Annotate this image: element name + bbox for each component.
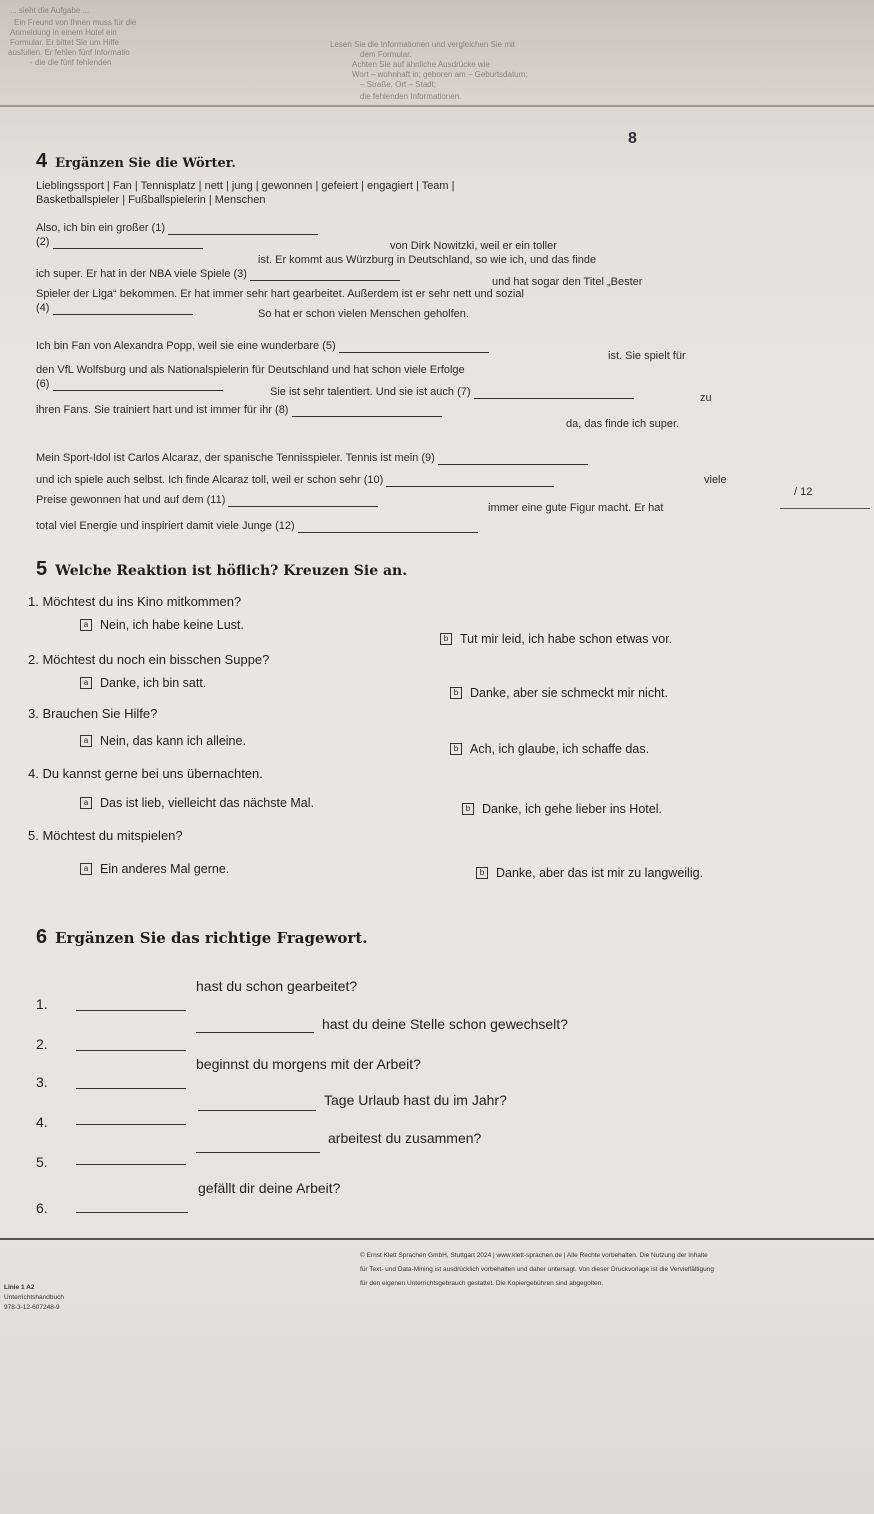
exercise-5-heading xyxy=(36,558,407,581)
ex4-line: den VfL Wolfsburg und als Nationalspielerin für Deutschland und hat schon viele Erfolge xyxy=(36,364,465,376)
gap-10[interactable] xyxy=(386,475,554,487)
question-4: 4. Du kannst gerne bei uns übernachten. xyxy=(28,766,263,781)
gap-8[interactable] xyxy=(292,405,442,417)
item-text: beginnst du morgens mit der Arbeit? xyxy=(196,1056,421,1072)
exercise-6-number: 6 xyxy=(36,926,48,948)
ex4-line: (6) xyxy=(36,378,223,391)
item-number: 1. xyxy=(36,996,48,1012)
ex4-line: Sie ist sehr talentiert. Und sie ist auch (7) xyxy=(270,386,634,399)
question-5: 5. Möchtest du mitspielen? xyxy=(28,828,183,843)
gap-7[interactable] xyxy=(474,387,634,399)
checkbox-a[interactable]: a xyxy=(80,863,92,875)
option-3a[interactable]: a Nein, das kann ich alleine. xyxy=(80,734,246,748)
gap-9[interactable] xyxy=(438,453,588,465)
footer-book-type: Unterrichtshandbuch xyxy=(4,1294,64,1301)
top-right-line-2: dem Formular. xyxy=(360,50,412,59)
gap-1[interactable] xyxy=(168,223,318,235)
question-2: 2. Möchtest du noch ein bisschen Suppe? xyxy=(28,652,270,667)
checkbox-a[interactable]: a xyxy=(80,735,92,747)
option-2b[interactable]: b Danke, aber sie schmeckt mir nicht. xyxy=(450,686,668,700)
footer-book-title: Linie 1 A2 xyxy=(4,1284,35,1291)
ex4-line: Ich bin Fan von Alexandra Popp, weil sie eine wunderbare (5) xyxy=(36,340,489,353)
top-left-line-5: ausfüllen. Er fehlen fünf Informatio xyxy=(8,48,130,57)
item-number: 6. xyxy=(36,1200,48,1216)
option-4b[interactable]: b Danke, ich gehe lieber ins Hotel. xyxy=(462,802,662,816)
ex4-line: ich super. Er hat in der NBA viele Spiele (3) xyxy=(36,268,400,281)
answer-blank-6[interactable] xyxy=(76,1212,188,1213)
exercise-6-title: Ergänzen Sie das richtige Fragewort. xyxy=(55,929,368,947)
item-text: hast du schon gearbeitet? xyxy=(196,978,358,994)
checkbox-b[interactable]: b xyxy=(440,633,452,645)
top-left-line-4: Formular. Er bittet Sie um Hilfe xyxy=(10,38,119,47)
ex4-line: zu xyxy=(700,392,712,404)
checkbox-a[interactable]: a xyxy=(80,797,92,809)
ex4-line: und hat sogar den Titel „Bester xyxy=(492,276,643,288)
ex4-line: Mein Sport-Idol ist Carlos Alcaraz, der spanische Tennisspieler. Tennis ist mein (9) xyxy=(36,452,588,465)
answer-blank-2[interactable] xyxy=(76,1050,186,1051)
item-number: 5. xyxy=(36,1154,48,1170)
gap-2[interactable] xyxy=(53,237,203,249)
footer-divider xyxy=(0,1238,874,1240)
ex4-line: total viel Energie und inspiriert damit viele Junge (12) xyxy=(36,520,478,533)
answer-blank-4[interactable] xyxy=(76,1124,186,1125)
option-1a[interactable]: a Nein, ich habe keine Lust. xyxy=(80,618,244,632)
ex4-line: immer eine gute Figur macht. Er hat xyxy=(488,502,664,514)
gap-6[interactable] xyxy=(53,379,223,391)
top-right-line-4: Wort – wohnhaft in; geboren am – Geburtsdatum; xyxy=(352,70,528,79)
item-number: 4. xyxy=(36,1114,48,1130)
ex4-line: und ich spiele auch selbst. Ich finde Alcaraz toll, weil er schon sehr (10) xyxy=(36,474,554,487)
score-underline xyxy=(780,508,870,509)
wordbank-line-2: Basketballspieler | Fußballspielerin | Menschen xyxy=(36,194,266,206)
question-3: 3. Brauchen Sie Hilfe? xyxy=(28,706,158,721)
ex4-line: (4) xyxy=(36,302,193,315)
item-text: arbeitest du zusammen? xyxy=(328,1130,482,1146)
gap-11[interactable] xyxy=(228,495,378,507)
option-5a[interactable]: a Ein anderes Mal gerne. xyxy=(80,862,229,876)
ex4-line: ihren Fans. Sie trainiert hart und ist immer für ihr (8) xyxy=(36,404,442,417)
exercise-4-score: / 12 xyxy=(794,486,813,498)
item-number: 3. xyxy=(36,1074,48,1090)
gap-4[interactable] xyxy=(53,303,193,315)
ex4-line: ist. Sie spielt für xyxy=(608,350,686,362)
exercise-4-number: 4 xyxy=(36,150,48,172)
answer-blank-1[interactable] xyxy=(76,1010,186,1011)
answer-blank-2b[interactable] xyxy=(196,1032,314,1033)
checkbox-b[interactable]: b xyxy=(462,803,474,815)
exercise-6-heading xyxy=(36,926,367,949)
option-1b[interactable]: b Tut mir leid, ich habe schon etwas vor. xyxy=(440,632,672,646)
exercise-4-title: Ergänzen Sie die Wörter. xyxy=(55,156,236,171)
checkbox-b[interactable]: b xyxy=(476,867,488,879)
checkbox-b[interactable]: b xyxy=(450,743,462,755)
top-left-line-6: - die die fünf fehlenden xyxy=(30,58,112,67)
top-right-line-6: die fehlenden Informationen. xyxy=(360,92,462,101)
checkbox-a[interactable]: a xyxy=(80,619,92,631)
ex4-line: von Dirk Nowitzki, weil er ein toller xyxy=(390,240,557,252)
previous-page-fragment xyxy=(0,0,874,107)
page-number: 8 xyxy=(628,130,637,147)
option-4a[interactable]: a Das ist lieb, vielleicht das nächste Mal. xyxy=(80,796,314,810)
ex4-line: ist. Er kommt aus Würzburg in Deutschland, so wie ich, und das finde xyxy=(258,254,597,266)
item-text: Tage Urlaub hast du im Jahr? xyxy=(324,1092,507,1108)
ex4-line: (2) xyxy=(36,236,203,249)
ex4-line: viele xyxy=(704,474,727,486)
ex4-line: da, das finde ich super. xyxy=(566,418,680,430)
footer-copyright-2: für Text- und Data-Mining ist ausdrücklich vorbehalten und daher untersagt. Von dieser Druckvorlage ist die Vervielfältigung xyxy=(360,1266,714,1273)
question-1: 1. Möchtest du ins Kino mitkommen? xyxy=(28,594,242,609)
ex4-line: Spieler der Liga“ bekommen. Er hat immer sehr hart gearbeitet. Außerdem ist er sehr nett und sozial xyxy=(36,288,524,300)
exercise-5-title: Welche Reaktion ist höflich? Kreuzen Sie an. xyxy=(55,563,408,579)
gap-12[interactable] xyxy=(298,521,478,533)
item-number: 2. xyxy=(36,1036,48,1052)
item-text: gefällt dir deine Arbeit? xyxy=(198,1180,341,1196)
answer-blank-3[interactable] xyxy=(76,1088,186,1089)
exercise-5-number: 5 xyxy=(36,558,48,580)
wordbank-line-1: Lieblingssport | Fan | Tennisplatz | nett | jung | gewonnen | gefeiert | engagiert | Team | xyxy=(36,180,455,192)
ex4-line: So hat er schon vielen Menschen geholfen. xyxy=(258,308,469,320)
answer-blank-5b[interactable] xyxy=(196,1152,320,1153)
footer-copyright-1: © Ernst Klett Sprachen GmbH, Stuttgart 2024 | www.klett-sprachen.de | Alle Rechte vorbehalten. Die Nutzung der Inhalte xyxy=(360,1252,708,1259)
gap-3[interactable] xyxy=(250,269,400,281)
option-2a[interactable]: a Danke, ich bin satt. xyxy=(80,676,206,690)
footer-isbn: 978-3-12-607248-9 xyxy=(4,1304,60,1311)
answer-blank-5[interactable] xyxy=(76,1164,186,1165)
ex4-line: Preise gewonnen hat und auf dem (11) xyxy=(36,494,378,507)
item-text: hast du deine Stelle schon gewechselt? xyxy=(322,1016,568,1032)
answer-blank-4b[interactable] xyxy=(198,1110,316,1111)
top-left-line-2: Ein Freund von Ihnen muss für die xyxy=(14,18,137,27)
checkbox-b[interactable]: b xyxy=(450,687,462,699)
ex4-line: Also, ich bin ein großer (1) xyxy=(36,222,318,235)
gap-5[interactable] xyxy=(339,341,489,353)
exercise-4-heading xyxy=(36,150,236,173)
option-3b[interactable]: b Ach, ich glaube, ich schaffe das. xyxy=(450,742,649,756)
top-right-line-1: Lesen Sie die Informationen und vergleichen Sie mit xyxy=(330,40,515,49)
checkbox-a[interactable]: a xyxy=(80,677,92,689)
top-left-line-1: ... sieht die Aufgabe ... xyxy=(10,6,90,15)
top-right-line-3: Achten Sie auf ähnliche Ausdrücke wie xyxy=(352,60,490,69)
top-right-line-5: – Straße, Ort – Stadt; xyxy=(360,80,437,89)
option-5b[interactable]: b Danke, aber das ist mir zu langweilig. xyxy=(476,866,703,880)
top-left-line-3: Anmeldung in einem Hotel ein xyxy=(10,28,117,37)
footer-copyright-3: für den eigenen Unterrichtsgebrauch gestattet. Die Kopiergebühren sind abgegolten. xyxy=(360,1280,604,1287)
